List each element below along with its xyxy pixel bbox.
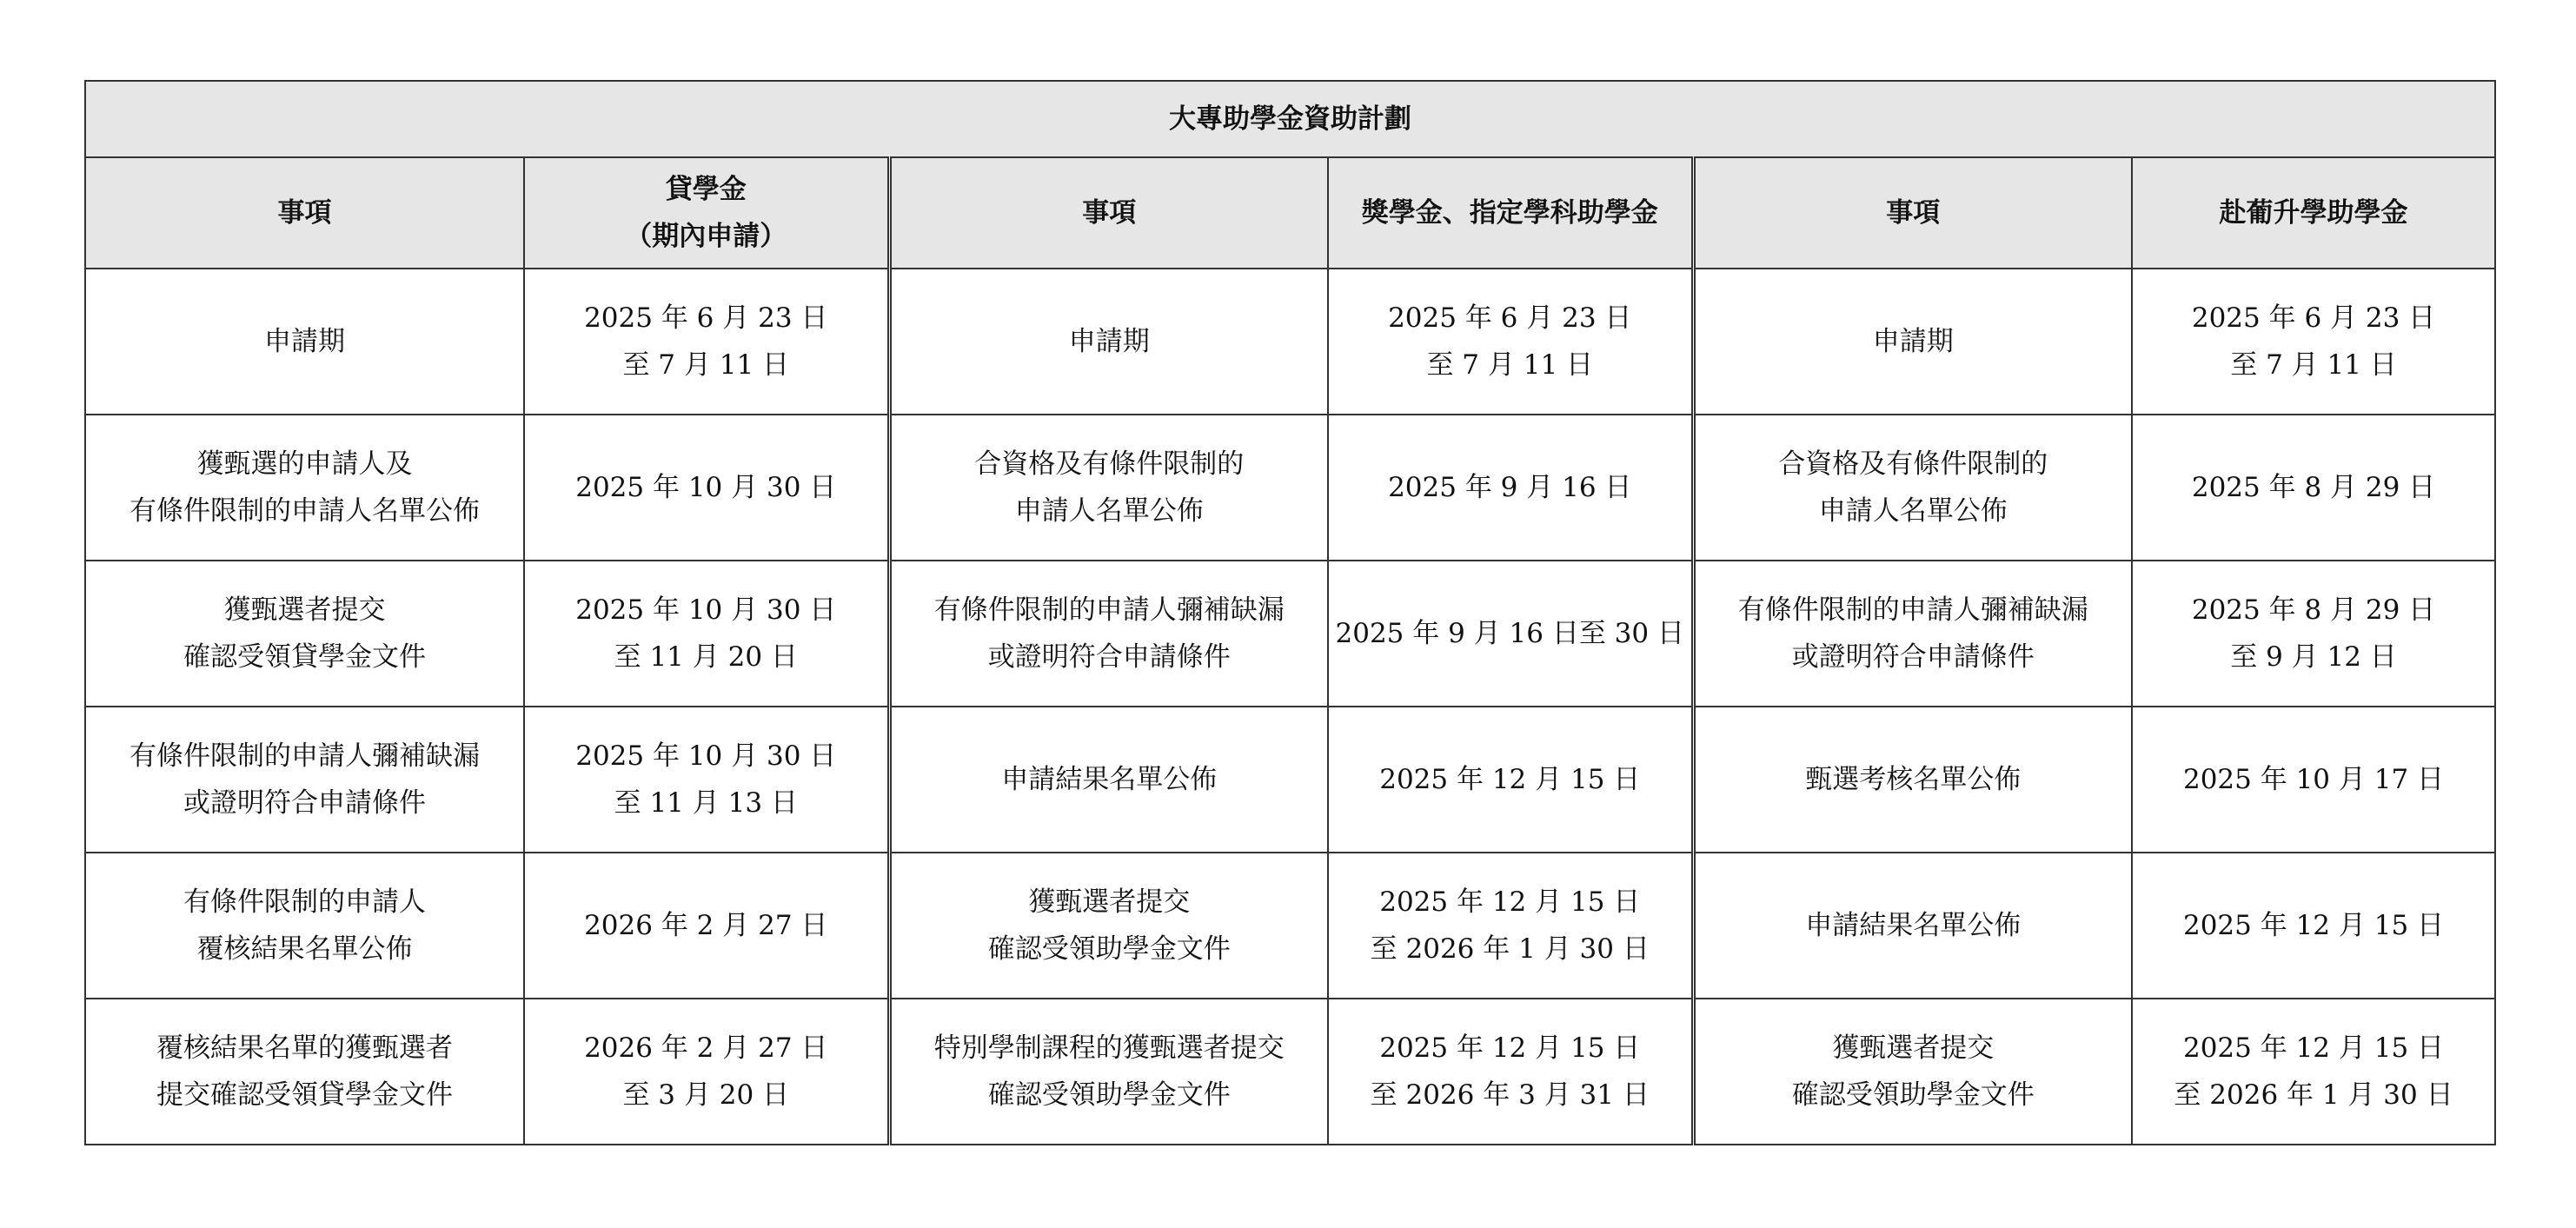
table-title: 大專助學金資助計劃 <box>85 81 2495 157</box>
header-item-scholarship: 事項 <box>889 157 1328 269</box>
scholarship-schedule-table <box>84 80 2496 1145</box>
table-row <box>85 707 2495 853</box>
table-cell: 覆核結果名單的獲甄選者 提交確認受領貸學金文件 <box>85 999 524 1145</box>
table-cell: 有條件限制的申請人彌補缺漏 或證明符合申請條件 <box>1693 561 2132 707</box>
header-item-loan: 事項 <box>85 157 524 269</box>
table-cell: 申請期 <box>1693 269 2132 415</box>
table-cell: 獲甄選的申請人及 有條件限制的申請人名單公佈 <box>85 415 524 561</box>
header-scholarship: 獎學金、指定學科助學金 <box>1328 157 1693 269</box>
header-item-portugal: 事項 <box>1693 157 2132 269</box>
table-cell: 2025 年 6 月 23 日 至 7 月 11 日 <box>1328 269 1693 415</box>
table-cell: 2025 年 12 月 15 日 <box>2132 853 2495 999</box>
table-cell: 2025 年 8 月 29 日 至 9 月 12 日 <box>2132 561 2495 707</box>
header-row <box>85 157 2495 269</box>
table-cell: 獲甄選者提交 確認受領助學金文件 <box>889 853 1328 999</box>
title-row <box>85 81 2495 157</box>
table-cell: 2026 年 2 月 27 日 <box>524 853 889 999</box>
table-cell: 2025 年 6 月 23 日 至 7 月 11 日 <box>2132 269 2495 415</box>
schedule-sheet <box>84 80 2494 1145</box>
table-cell: 2025 年 8 月 29 日 <box>2132 415 2495 561</box>
table-cell: 2026 年 2 月 27 日 至 3 月 20 日 <box>524 999 889 1145</box>
table-cell: 2025 年 10 月 30 日 至 11 月 13 日 <box>524 707 889 853</box>
table-cell: 2025 年 9 月 16 日 <box>1328 415 1693 561</box>
table-cell: 2025 年 9 月 16 日至 30 日 <box>1328 561 1693 707</box>
table-cell: 甄選考核名單公佈 <box>1693 707 2132 853</box>
table-cell: 申請結果名單公佈 <box>1693 853 2132 999</box>
header-portugal: 赴葡升學助學金 <box>2132 157 2495 269</box>
table-cell: 有條件限制的申請人 覆核結果名單公佈 <box>85 853 524 999</box>
table-cell: 有條件限制的申請人彌補缺漏 或證明符合申請條件 <box>889 561 1328 707</box>
table-cell: 2025 年 12 月 15 日 至 2026 年 3 月 31 日 <box>1328 999 1693 1145</box>
table-cell: 2025 年 12 月 15 日 至 2026 年 1 月 30 日 <box>2132 999 2495 1145</box>
table-cell: 申請期 <box>889 269 1328 415</box>
table-cell: 申請期 <box>85 269 524 415</box>
table-cell: 2025 年 10 月 30 日 <box>524 415 889 561</box>
table-cell: 2025 年 12 月 15 日 至 2026 年 1 月 30 日 <box>1328 853 1693 999</box>
table-cell: 獲甄選者提交 確認受領助學金文件 <box>1693 999 2132 1145</box>
table-cell: 特別學制課程的獲甄選者提交 確認受領助學金文件 <box>889 999 1328 1145</box>
table-cell: 2025 年 6 月 23 日 至 7 月 11 日 <box>524 269 889 415</box>
table-cell: 申請結果名單公佈 <box>889 707 1328 853</box>
table-row <box>85 269 2495 415</box>
table-cell: 有條件限制的申請人彌補缺漏 或證明符合申請條件 <box>85 707 524 853</box>
table-cell: 合資格及有條件限制的 申請人名單公佈 <box>1693 415 2132 561</box>
table-cell: 合資格及有條件限制的 申請人名單公佈 <box>889 415 1328 561</box>
table-cell: 獲甄選者提交 確認受領貸學金文件 <box>85 561 524 707</box>
table-row <box>85 561 2495 707</box>
table-row <box>85 999 2495 1145</box>
table-cell: 2025 年 12 月 15 日 <box>1328 707 1693 853</box>
table-cell: 2025 年 10 月 17 日 <box>2132 707 2495 853</box>
table-row <box>85 853 2495 999</box>
table-row <box>85 415 2495 561</box>
header-loan: 貸學金 （期內申請） <box>524 157 889 269</box>
table-cell: 2025 年 10 月 30 日 至 11 月 20 日 <box>524 561 889 707</box>
